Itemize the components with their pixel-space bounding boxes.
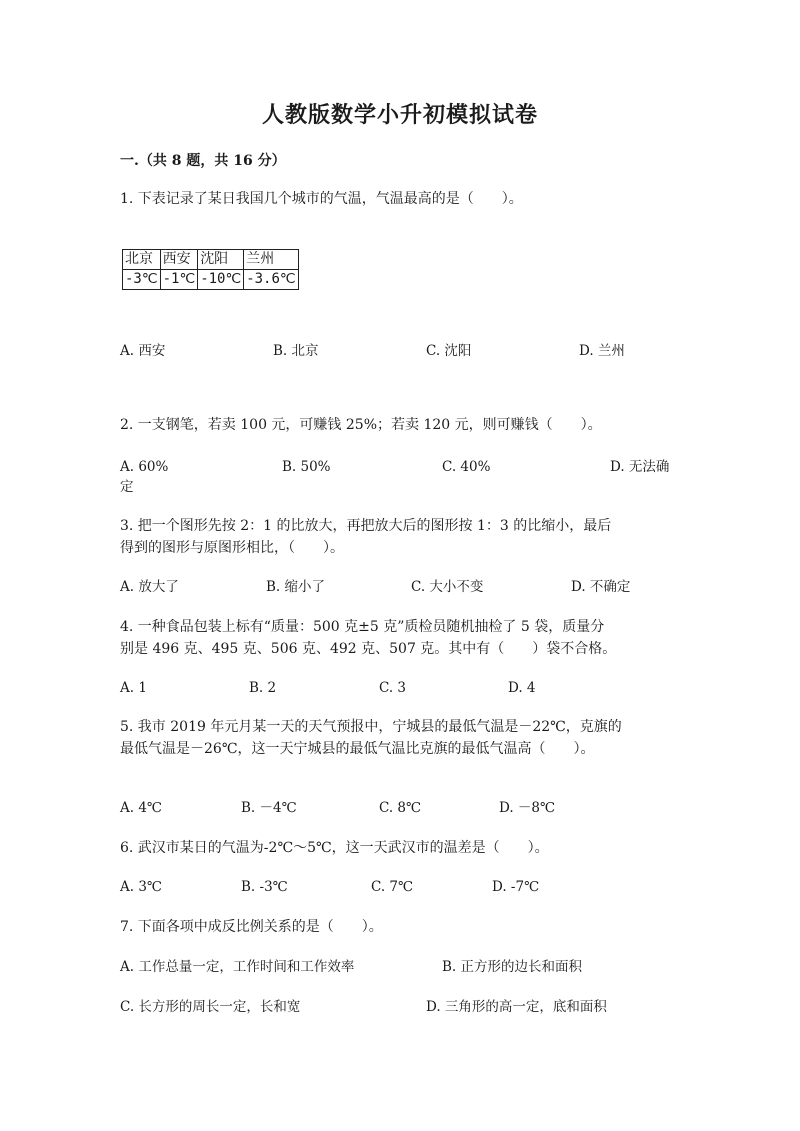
q4-option-a[interactable]: A. 1 bbox=[120, 680, 147, 696]
q5-option-b[interactable]: B. －4℃ bbox=[241, 800, 297, 816]
q2-option-c[interactable]: C. 40% bbox=[442, 459, 491, 475]
q3-option-b[interactable]: B. 缩小了 bbox=[266, 579, 326, 595]
q7-option-d[interactable]: D. 三角形的高一定，底和面积 bbox=[426, 999, 607, 1015]
table-cell-temp: -3.6℃ bbox=[244, 270, 298, 290]
question-2-stem: 2. 一支钢笔，若卖 100 元，可赚钱 25%；若卖 120 元，则可赚钱（ ）。 bbox=[120, 417, 602, 433]
table-cell-city: 兰州 bbox=[244, 250, 298, 270]
table-row bbox=[123, 250, 299, 270]
q7-option-c[interactable]: C. 长方形的周长一定，长和宽 bbox=[120, 999, 301, 1015]
q3-option-c[interactable]: C. 大小不变 bbox=[411, 579, 484, 595]
q3-option-d[interactable]: D. 不确定 bbox=[571, 579, 631, 595]
page-title: 人教版数学小升初模拟试卷 bbox=[261, 102, 538, 128]
question-4-stem-line2: 别是 496 克、495 克、506 克、492 克、507 克。其中有（ ）袋不合格。 bbox=[120, 641, 617, 657]
q4-option-d[interactable]: D. 4 bbox=[508, 680, 536, 696]
table-cell-temp: -10℃ bbox=[198, 270, 244, 290]
q2-option-a[interactable]: A. 60% bbox=[120, 459, 169, 475]
table-cell-city: 北京 bbox=[123, 250, 161, 270]
temperature-table bbox=[122, 249, 299, 290]
q5-option-c[interactable]: C. 8℃ bbox=[379, 800, 422, 816]
table-cell-city: 西安 bbox=[160, 250, 198, 270]
table-row bbox=[123, 270, 299, 290]
question-4-stem-line1: 4. 一种食品包装上标有“质量：500 克±5 克”质检员随机抽检了 5 袋，质量分 bbox=[120, 619, 605, 635]
question-3-stem-line2: 得到的图形与原图形相比，（ ）。 bbox=[120, 540, 344, 556]
q2-option-d-wrap: 定 bbox=[120, 479, 134, 495]
q1-option-b[interactable]: B. 北京 bbox=[273, 343, 319, 359]
q7-option-a[interactable]: A. 工作总量一定，工作时间和工作效率 bbox=[120, 959, 355, 975]
q6-option-d[interactable]: D. -7℃ bbox=[492, 879, 540, 895]
question-5-stem-line1: 5. 我市 2019 年元月某一天的天气预报中，宁城县的最低气温是－22℃，克旗的 bbox=[120, 719, 622, 735]
table-cell-city: 沈阳 bbox=[198, 250, 244, 270]
question-7-stem: 7. 下面各项中成反比例关系的是（ ）。 bbox=[120, 919, 383, 935]
q1-option-d[interactable]: D. 兰州 bbox=[579, 343, 625, 359]
q1-option-c[interactable]: C. 沈阳 bbox=[426, 343, 472, 359]
q4-option-b[interactable]: B. 2 bbox=[249, 680, 277, 696]
q6-option-b[interactable]: B. -3℃ bbox=[241, 879, 288, 895]
q4-option-c[interactable]: C. 3 bbox=[379, 680, 407, 696]
question-3-stem-line1: 3. 把一个图形先按 2：1 的比放大，再把放大后的图形按 1：3 的比缩小，最后 bbox=[120, 518, 612, 534]
q1-option-a[interactable]: A. 西安 bbox=[120, 343, 166, 359]
section-heading: 一.（共 8 题，共 16 分） bbox=[120, 153, 286, 169]
table-cell-temp: -1℃ bbox=[160, 270, 198, 290]
q3-option-a[interactable]: A. 放大了 bbox=[120, 579, 179, 595]
q6-option-c[interactable]: C. 7℃ bbox=[371, 879, 414, 895]
q5-option-a[interactable]: A. 4℃ bbox=[120, 800, 163, 816]
q7-option-b[interactable]: B. 正方形的边长和面积 bbox=[442, 959, 583, 975]
q2-option-d[interactable]: D. 无法确 bbox=[610, 459, 670, 475]
q2-option-b[interactable]: B. 50% bbox=[282, 459, 331, 475]
question-5-stem-line2: 最低气温是－26℃，这一天宁城县的最低气温比克旗的最低气温高（ ）。 bbox=[120, 741, 595, 757]
question-6-stem: 6. 武汉市某日的气温为-2℃～5℃，这一天武汉市的温差是（ ）。 bbox=[120, 840, 549, 856]
q6-option-a[interactable]: A. 3℃ bbox=[120, 879, 163, 895]
table-cell-temp: -3℃ bbox=[123, 270, 161, 290]
question-1-stem: 1. 下表记录了某日我国几个城市的气温，气温最高的是（ ）。 bbox=[120, 191, 523, 207]
q5-option-d[interactable]: D. －8℃ bbox=[499, 800, 556, 816]
